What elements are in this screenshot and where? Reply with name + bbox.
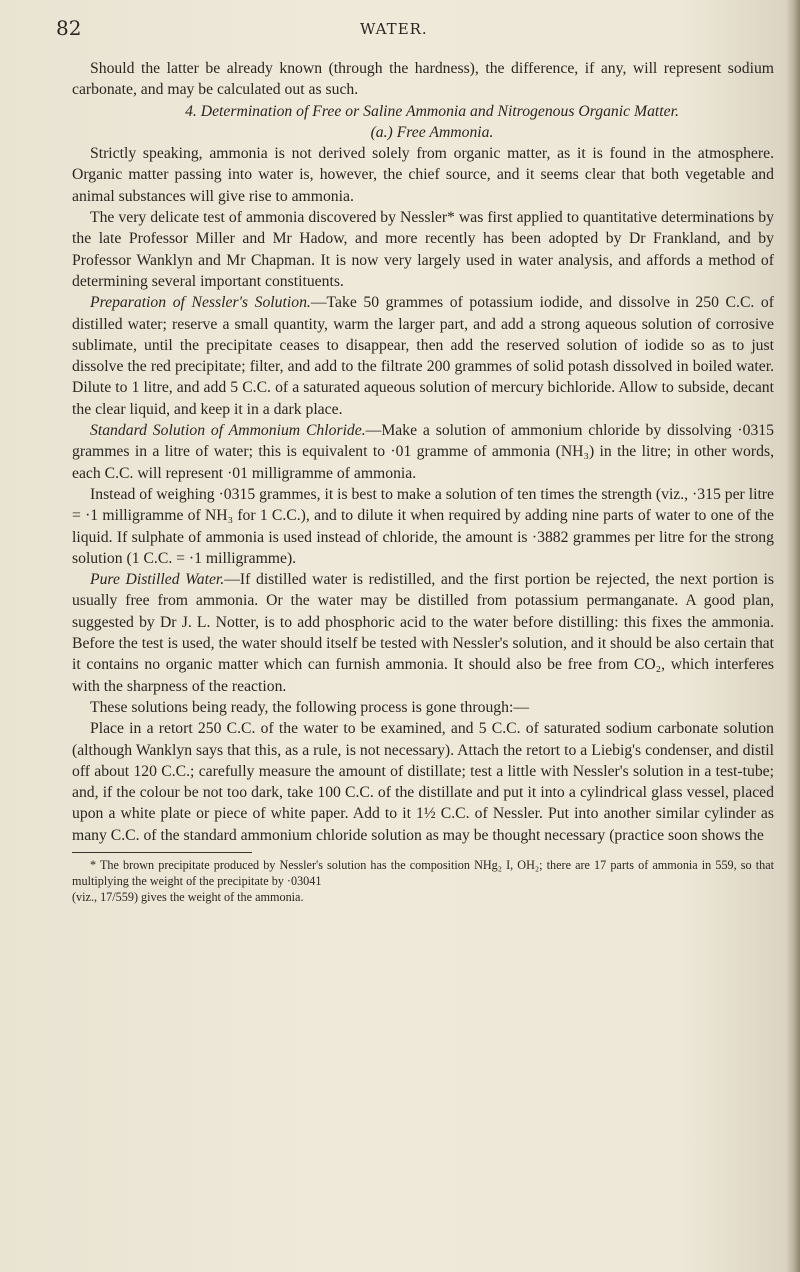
sub-heading: (a.) Free Ammonia. bbox=[370, 123, 494, 141]
section-heading: 4. Determination of Free or Saline Ammonia and Nitrogenous Organic Matter. bbox=[185, 102, 679, 120]
paragraph-7-text: —If distilled water is redistilled, and the first portion be rejected, the next portion is usually free from ammonia. Or the water may be distilled from potassium permanganate. A good plan, suggested by Dr J. L. Notter, is to add phosphoric acid to the water before distilling: this fixes the ammonia. Before the test is used, the water should itself be tested with Nessler's solution, and it should be also certain that it contains no organic matter which can furnish ammonia. It should also be free from CO₂, which interferes with the sharpness of the reaction. bbox=[72, 571, 774, 695]
paragraph-9: Place in a retort 250 C.C. of the water to be examined, and 5 C.C. of saturated sodium carbonate solution (although Wanklyn says that this, as a rule, is not necessary). Attach the retort to a Liebig's condenser, and distil off about 120 C.C.; carefully measure the amount of distillate; test a little with Nessler's solution in a test-tube; and, if the colour be not too dark, take 100 C.C. of the distillate and put it into a cylindrical glass vessel, placed upon a white plate or piece of white paper. Add to it 1½ C.C. of Nessler. Put into another similar cylinder as many C.C. of the standard ammonium chloride solution as may be thought necessary (practice soon shows the bbox=[72, 720, 774, 844]
page-number: 82 bbox=[56, 16, 82, 40]
paragraph-1: Should the latter be already known (through the hardness), the difference, if any, will represent sodium carbonate, and may be calculated out as such. bbox=[72, 60, 774, 99]
paragraph-5 bbox=[72, 420, 774, 484]
paragraph-4 bbox=[72, 292, 774, 420]
footnote-rule bbox=[72, 852, 252, 853]
footnote-line-1: * The brown precipitate produced by Nessler's solution has the composition NHg₂ I, OH₂; there are 17 parts of ammonia in 559, so that multiplying the weight of the precipitate by ·03041 bbox=[72, 857, 774, 888]
paragraph-3: The very delicate test of ammonia discovered by Nessler* was first applied to quantitative determinations by the late Professor Miller and Mr Hadow, and more recently has been adopted by Dr Frankland, and by Professor Wanklyn and Mr Chapman. It is now very largely used in water analysis, and affords a method of determining several important constituents. bbox=[72, 209, 774, 290]
paragraph-8: These solutions being ready, the following process is gone through:— bbox=[90, 698, 530, 716]
paragraph-4-lead: Preparation of Nessler's Solution. bbox=[90, 294, 311, 312]
body-text bbox=[72, 58, 774, 905]
paragraph-5-text: —Make a solution of ammonium chloride by dissolving ·0315 grammes in a litre of water; this is equivalent to ·01 gramme of ammonia (NH₃) in the litre; in other words, each C.C. will represent ·01 milligramme of ammonia. bbox=[72, 422, 774, 482]
page-header bbox=[0, 16, 800, 46]
paragraph-5-lead: Standard Solution of Ammonium Chloride. bbox=[90, 422, 366, 440]
footnote-line-2: (viz., 17/559) gives the weight of the ammonia. bbox=[72, 889, 304, 904]
page-edge-shadow bbox=[786, 0, 800, 1272]
running-head: WATER. bbox=[360, 20, 428, 38]
paragraph-4-text: —Take 50 grammes of potassium iodide, and dissolve in 250 C.C. of distilled water; reserve a small quantity, warm the larger part, and add a strong aqueous solution of corrosive sublimate, until the precipitate ceases to disappear, then add the reserved solution of iodide so as to just dissolve the red precipitate; filter, and add to the filtrate 200 grammes of solid potash dissolved in boiled water. Dilute to 1 litre, and add 5 C.C. of a saturated aqueous solution of mercury bichloride. Allow to subside, decant the clear liquid, and keep it in a dark place. bbox=[72, 294, 774, 418]
paragraph-6: Instead of weighing ·0315 grammes, it is best to make a solution of ten times the strength (viz., ·315 per litre = ·1 milligramme of NH₃ for 1 C.C.), and to dilute it when required by adding nine parts of water to one of the liquid. If sulphate of ammonia is used instead of chloride, the amount is ·3882 grammes per litre for the strong solution (1 C.C. = ·1 milligramme). bbox=[72, 485, 774, 567]
paragraph-7 bbox=[72, 569, 774, 697]
paragraph-2: Strictly speaking, ammonia is not derived solely from organic matter, as it is found in the atmosphere. Organic matter passing into water is, however, the chief source, and it seems clear that both vegetable and animal substances will give rise to ammonia. bbox=[72, 145, 774, 205]
paragraph-7-lead: Pure Distilled Water. bbox=[90, 571, 225, 589]
